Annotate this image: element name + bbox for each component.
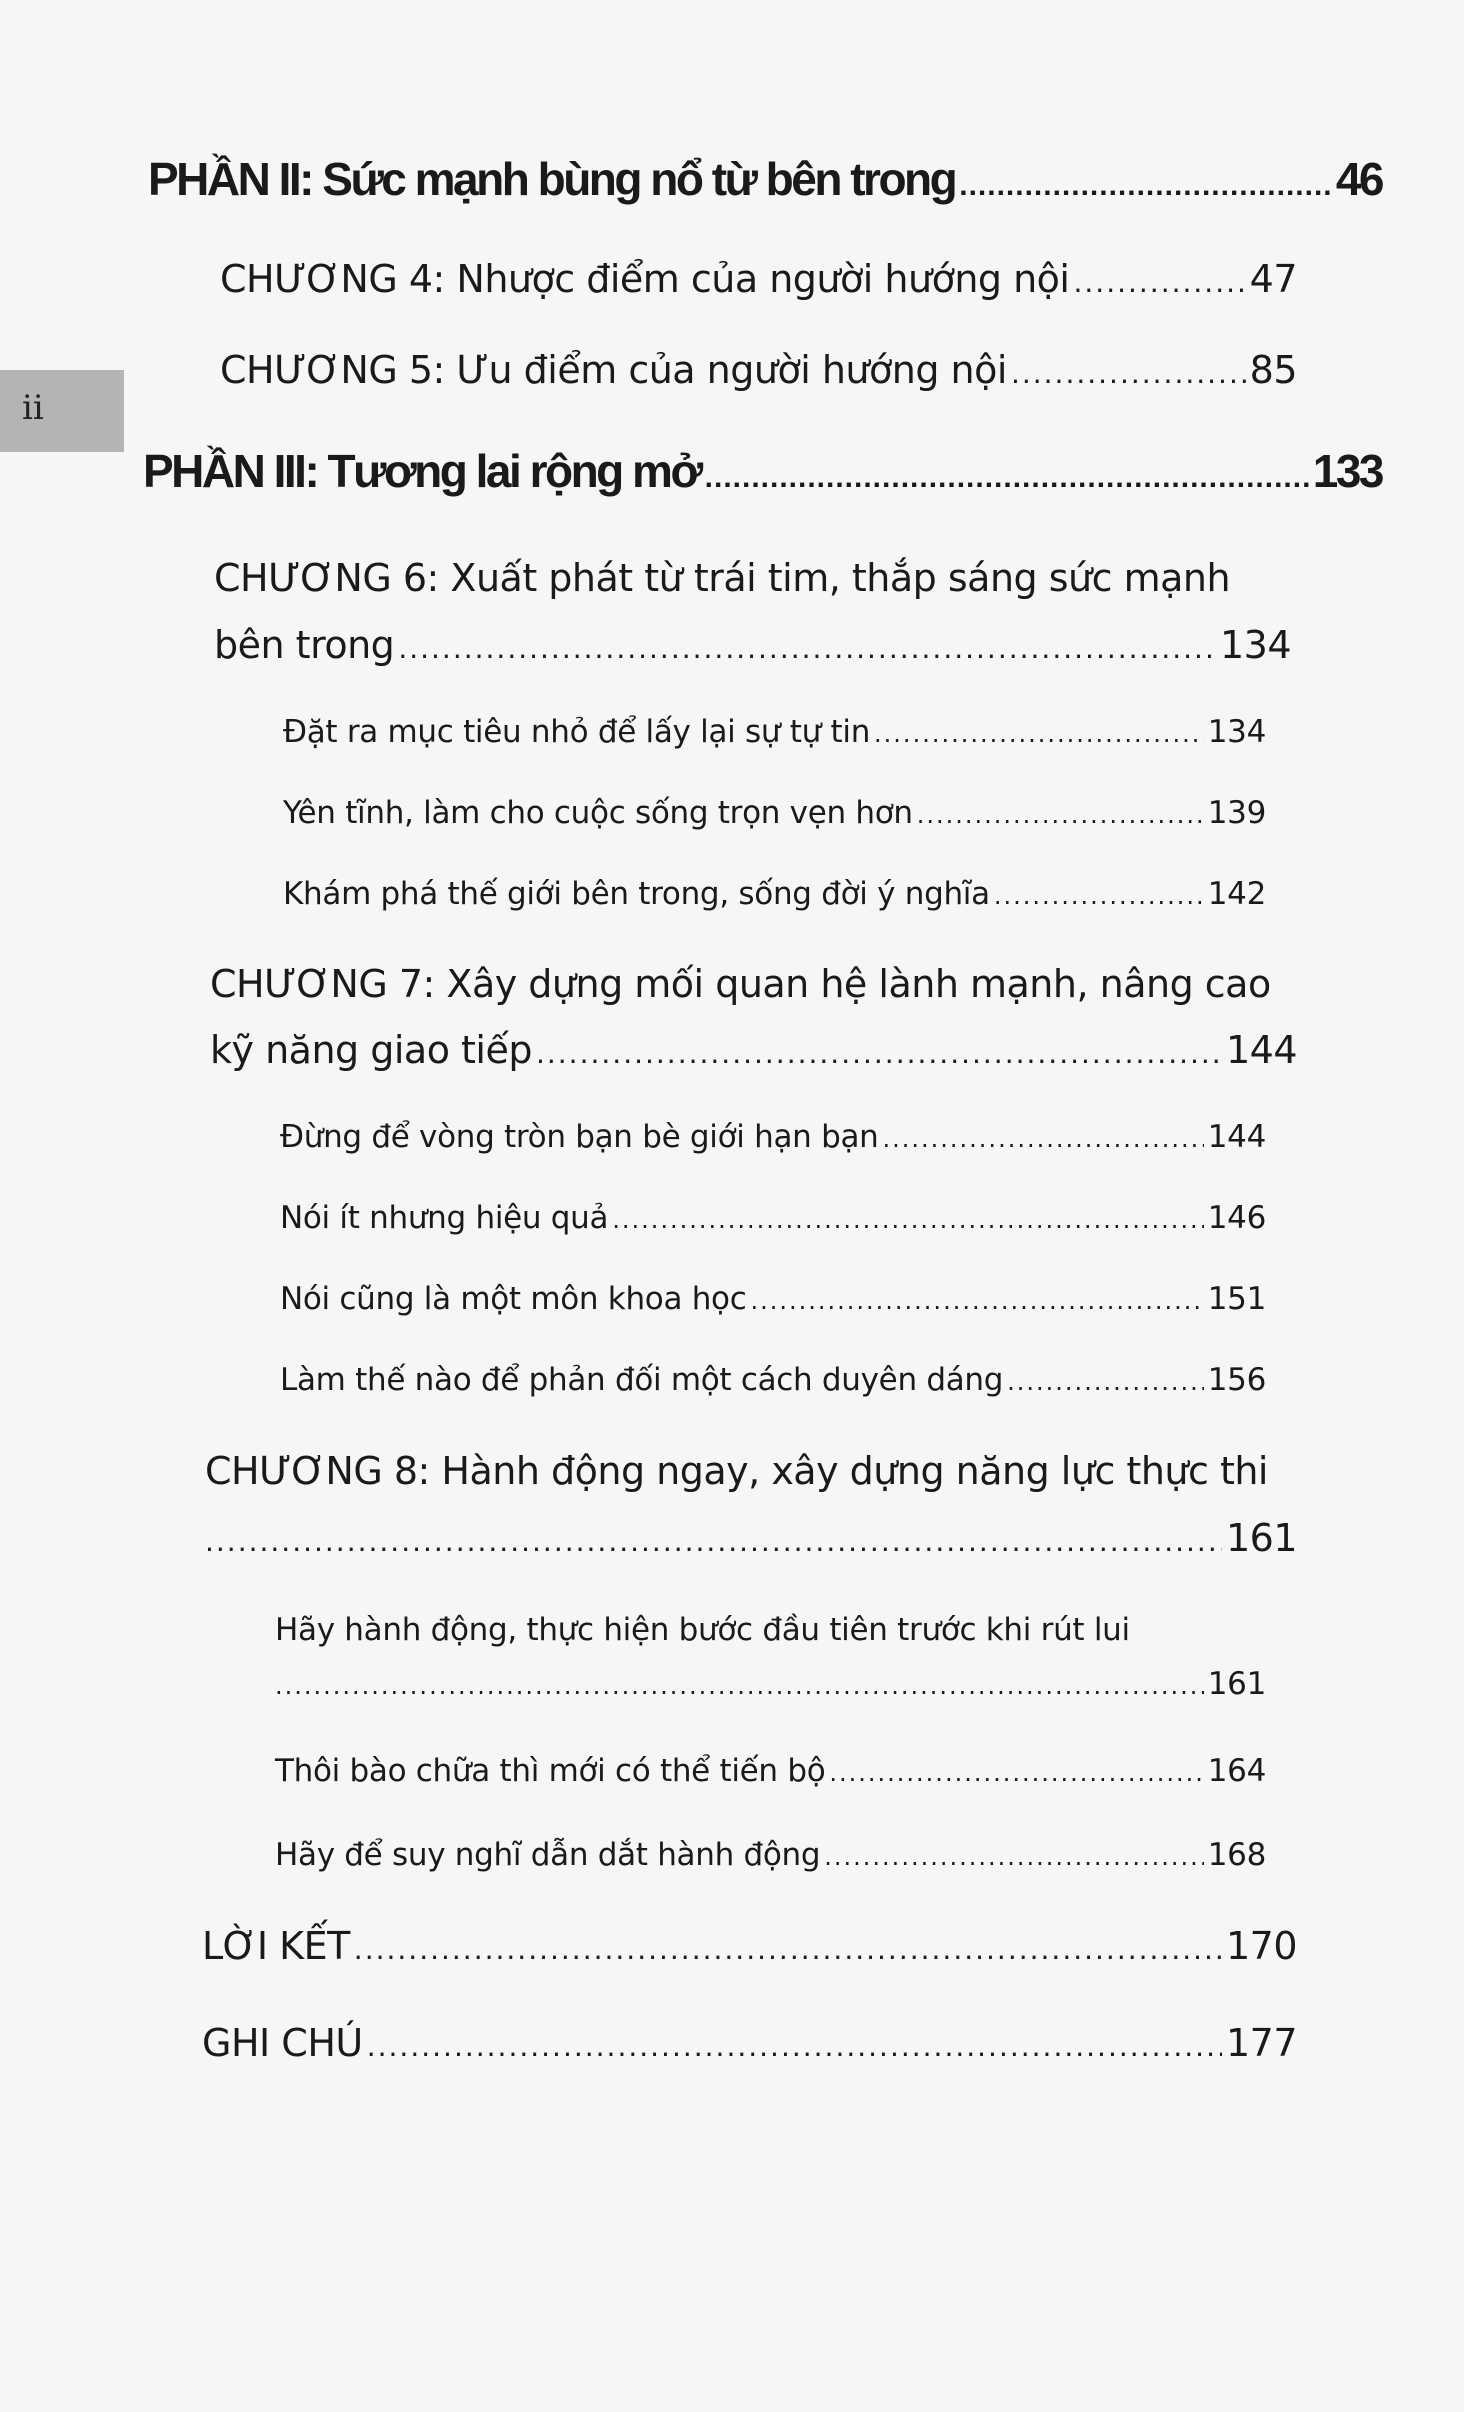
toc-page: 46 bbox=[1335, 153, 1382, 205]
leader-dots bbox=[824, 1843, 1203, 1871]
toc-title: LỜI KẾT bbox=[202, 1924, 350, 1968]
toc-title: Yên tĩnh, làm cho cuộc sống trọn vẹn hơn bbox=[283, 795, 913, 831]
leader-dots bbox=[750, 1287, 1203, 1315]
toc-title: Hãy hành động, thực hiện bước đầu tiên trước khi rút lui bbox=[275, 1612, 1130, 1648]
leader-dots bbox=[536, 1037, 1222, 1070]
toc-section[interactable] bbox=[280, 1281, 1266, 1325]
toc-page: 133 bbox=[1312, 445, 1382, 497]
leader-dots bbox=[1011, 357, 1246, 390]
toc-title: Làm thế nào để phản đối một cách duyên dáng bbox=[280, 1362, 1004, 1398]
toc-title: CHƯƠNG 5: Ưu điểm của người hướng nội bbox=[220, 348, 1007, 392]
toc-title: Nói cũng là một môn khoa học bbox=[280, 1281, 747, 1317]
toc-section[interactable] bbox=[280, 1200, 1266, 1244]
toc-chapter-4[interactable] bbox=[220, 257, 1297, 309]
toc-section-line2[interactable] bbox=[275, 1666, 1266, 1710]
toc-page: 161 bbox=[1225, 1516, 1297, 1560]
leader-dots bbox=[883, 1125, 1204, 1153]
leader-dots bbox=[354, 1933, 1222, 1966]
toc-section[interactable] bbox=[275, 1837, 1266, 1881]
toc-chapter-7-line2[interactable] bbox=[210, 1028, 1297, 1080]
toc-title: kỹ năng giao tiếp bbox=[210, 1028, 532, 1072]
toc-title: Khám phá thế giới bên trong, sống đời ý nghĩa bbox=[283, 876, 990, 912]
toc-section-line1[interactable] bbox=[275, 1612, 1266, 1656]
leader-dots bbox=[705, 461, 1309, 495]
leader-dots bbox=[205, 1525, 1222, 1558]
toc-page: 144 bbox=[1207, 1119, 1266, 1155]
toc-page: 134 bbox=[1207, 714, 1266, 750]
leader-dots bbox=[367, 2030, 1222, 2063]
page-number-tab bbox=[0, 370, 124, 452]
toc-page: 47 bbox=[1249, 257, 1297, 301]
toc-chapter-7-line1[interactable] bbox=[210, 962, 1328, 1014]
leader-dots bbox=[275, 1672, 1204, 1700]
toc-afterword[interactable] bbox=[202, 1924, 1297, 1976]
leader-dots bbox=[829, 1759, 1203, 1787]
toc-section[interactable] bbox=[280, 1119, 1266, 1163]
toc-page: 177 bbox=[1225, 2021, 1297, 2065]
toc-title: GHI CHÚ bbox=[202, 2021, 363, 2065]
toc-title: PHẦN III: Tương lai rộng mở bbox=[143, 445, 701, 497]
toc-page: 170 bbox=[1225, 1924, 1297, 1968]
toc-title: CHƯƠNG 7: Xây dựng mối quan hệ lành mạnh, nâng cao bbox=[210, 962, 1271, 1006]
leader-dots bbox=[612, 1206, 1203, 1234]
toc-page: 144 bbox=[1225, 1028, 1297, 1072]
toc-page: 164 bbox=[1207, 1753, 1266, 1789]
leader-dots bbox=[874, 720, 1204, 748]
page-number: ii bbox=[22, 388, 44, 428]
toc-page: 134 bbox=[1219, 623, 1291, 667]
leader-dots bbox=[994, 882, 1204, 910]
toc-title: CHƯƠNG 4: Nhược điểm của người hướng nội bbox=[220, 257, 1070, 301]
toc-title: Thôi bào chữa thì mới có thể tiến bộ bbox=[275, 1753, 826, 1789]
leader-dots bbox=[1074, 266, 1246, 299]
toc-part-3[interactable] bbox=[143, 444, 1382, 504]
toc-section[interactable] bbox=[283, 714, 1266, 758]
toc-title: Đừng để vòng tròn bạn bè giới hạn bạn bbox=[280, 1119, 879, 1155]
toc-page: 151 bbox=[1207, 1281, 1266, 1317]
toc-title: CHƯƠNG 6: Xuất phát từ trái tim, thắp sáng sức mạnh bbox=[214, 556, 1231, 600]
toc-title: Hãy để suy nghĩ dẫn dắt hành động bbox=[275, 1837, 821, 1873]
leader-dots bbox=[398, 632, 1216, 665]
toc-page: 168 bbox=[1207, 1837, 1266, 1873]
toc-notes[interactable] bbox=[202, 2021, 1297, 2073]
toc-chapter-5[interactable] bbox=[220, 348, 1297, 400]
leader-dots bbox=[917, 801, 1204, 829]
toc-page: 139 bbox=[1207, 795, 1266, 831]
toc-title: Đặt ra mục tiêu nhỏ để lấy lại sự tự tin bbox=[283, 714, 871, 750]
toc-section[interactable] bbox=[280, 1362, 1266, 1406]
toc-chapter-6-line2[interactable] bbox=[214, 623, 1291, 675]
toc-title: CHƯƠNG 8: Hành động ngay, xây dựng năng lực thực thi bbox=[205, 1449, 1268, 1493]
toc-title: PHẦN II: Sức mạnh bùng nổ từ bên trong bbox=[148, 153, 956, 205]
toc-page: 156 bbox=[1207, 1362, 1266, 1398]
toc-title: Nói ít nhưng hiệu quả bbox=[280, 1200, 609, 1236]
toc-page: 161 bbox=[1207, 1666, 1266, 1702]
toc-section[interactable] bbox=[283, 795, 1266, 839]
leader-dots bbox=[1007, 1368, 1204, 1396]
toc-section[interactable] bbox=[283, 876, 1266, 920]
toc-title: bên trong bbox=[214, 623, 395, 667]
toc-chapter-8-line1[interactable] bbox=[205, 1449, 1328, 1501]
toc-part-2[interactable] bbox=[148, 152, 1382, 212]
toc-chapter-8-line2[interactable] bbox=[205, 1516, 1297, 1568]
toc-chapter-6-line1[interactable] bbox=[214, 556, 1328, 608]
toc-page: 142 bbox=[1207, 876, 1266, 912]
leader-dots bbox=[959, 169, 1332, 203]
toc-page: 85 bbox=[1249, 348, 1297, 392]
toc-section[interactable] bbox=[275, 1753, 1266, 1797]
toc-page: 146 bbox=[1207, 1200, 1266, 1236]
